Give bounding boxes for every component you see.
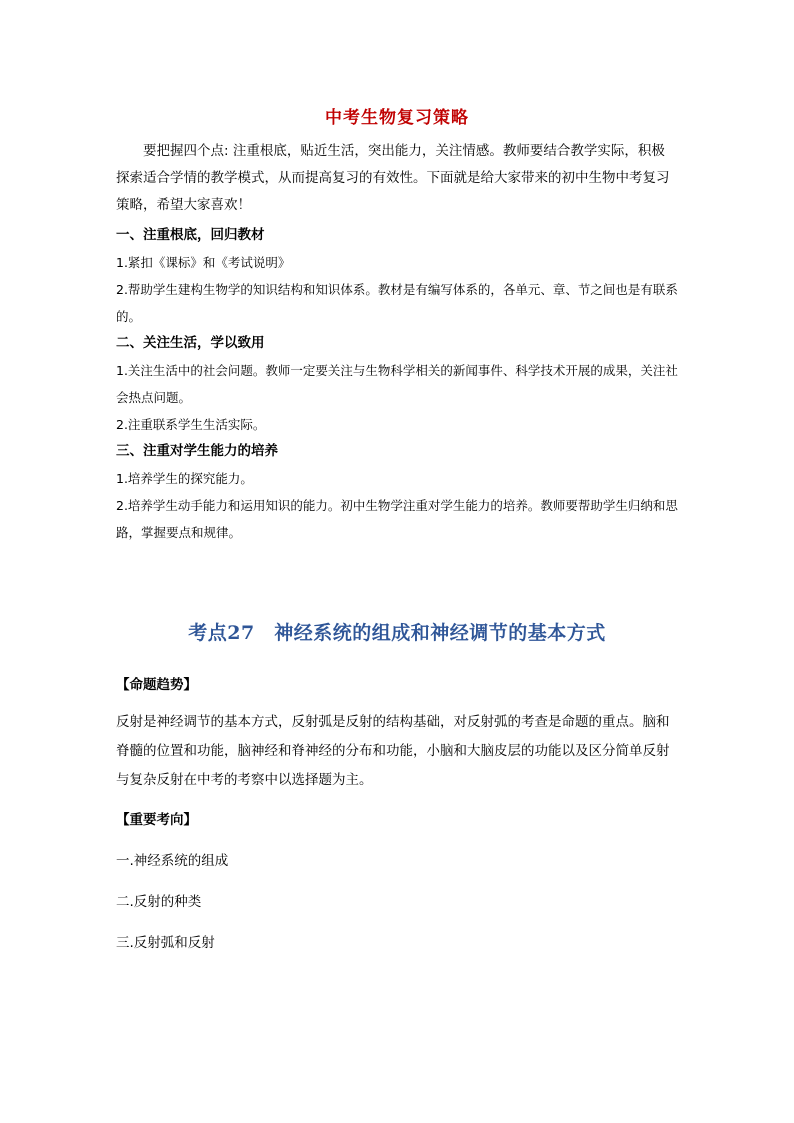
trend-label: 【命题趋势】 bbox=[116, 677, 197, 693]
direction-item-1: 一.神经系统的组成 bbox=[116, 853, 229, 869]
section-3-item-1: 1.培养学生的探究能力。 bbox=[116, 471, 253, 486]
directions-label: 【重要考向】 bbox=[116, 812, 197, 828]
section-2-item-2: 2.注重联系学生生活实际。 bbox=[116, 417, 266, 432]
section-heading-3: 三、注重对学生能力的培养 bbox=[116, 443, 278, 459]
section-1-item-1: 1.紧扣《课标》和《考试说明》 bbox=[116, 255, 291, 270]
direction-item-2: 二.反射的种类 bbox=[116, 894, 202, 910]
section-heading-1: 一、注重根底，回归教材 bbox=[116, 227, 265, 243]
trend-paragraph: 反射是神经调节的基本方式，反射弧是反射的结构基础，对反射弧的考查是命题的重点。脑和脊髓的位置和功能，脑神经和脊神经的分布和功能，小脑和大脑皮层的功能以及区分简单反射与复杂反射在中考的考察中以选择题为主。 bbox=[116, 714, 670, 788]
topic-title: 考点27 神经系统的组成和神经调节的基本方式 bbox=[188, 622, 606, 644]
document-title: 中考生物复习策略 bbox=[325, 108, 469, 128]
section-3-item-2: 2.培养学生动手能力和运用知识的能力。初中生物学注重对学生能力的培养。教师要帮助学生归纳和思路，掌握要点和规律。 bbox=[116, 498, 678, 540]
section-heading-2: 二、关注生活，学以致用 bbox=[116, 335, 265, 351]
direction-item-3: 三.反射弧和反射 bbox=[116, 935, 215, 951]
intro-paragraph: 要把握四个点: 注重根底，贴近生活，突出能力，关注情感。教师要结合教学实际，积极探索适合学情的教学模式，从而提高复习的有效性。下面就是给大家带来的初中生物中考复习策略，希望大家喜欢！ bbox=[116, 143, 670, 213]
section-1-item-2: 2.帮助学生建构生物学的知识结构和知识体系。教材是有编写体系的，各单元、章、节之间也是有联系的。 bbox=[116, 282, 678, 324]
section-2-item-1: 1.关注生活中的社会问题。教师一定要关注与生物科学相关的新闻事件、科学技术开展的成果，关注社会热点问题。 bbox=[116, 363, 678, 405]
